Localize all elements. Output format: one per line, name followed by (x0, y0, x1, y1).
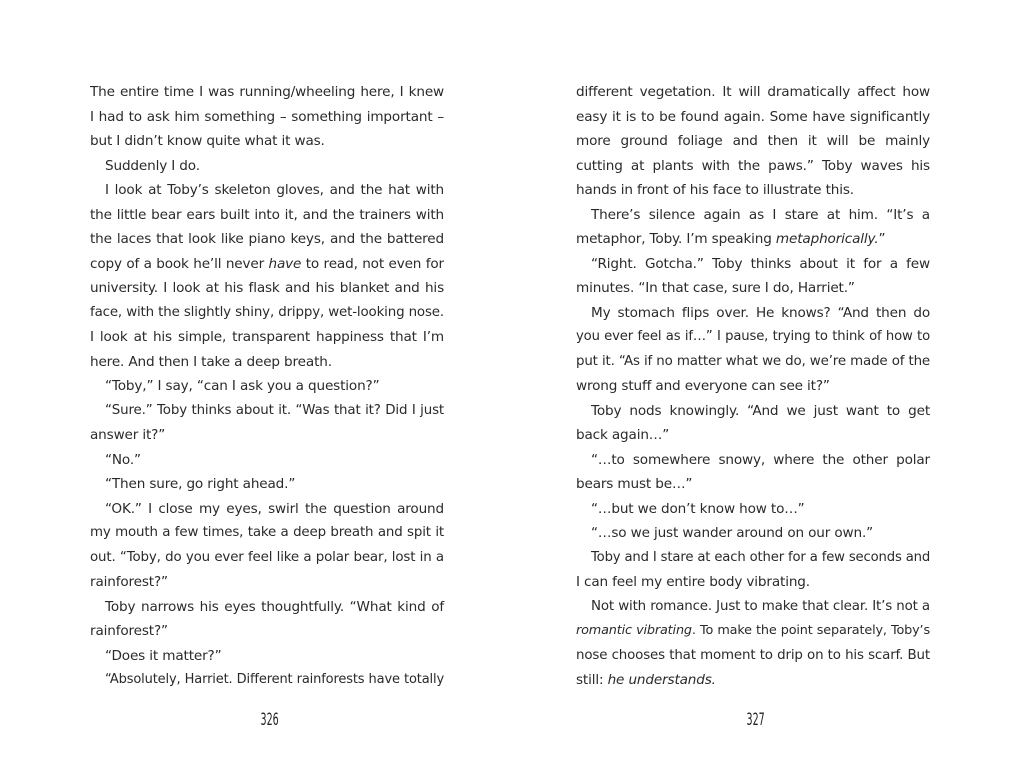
page-number-left: 326 (260, 710, 279, 730)
text-line: rainforest?” (90, 623, 168, 639)
text-line: “Sure.” Toby thinks about it. “Was that it? Did I just (105, 402, 444, 418)
text-run: to read, not even for (301, 255, 444, 272)
text-run: ” (878, 231, 886, 247)
text-line: Toby narrows his eyes thoughtfully. “What kind of (105, 598, 444, 615)
text-run: metaphor, Toby. I’m speaking (576, 231, 776, 247)
text-line: “Does it matter?” (105, 647, 222, 664)
text-line (576, 619, 930, 644)
text-line: Toby and I stare at each other for a few seconds and (591, 549, 931, 565)
text-line: put it. “As if no matter what we do, we’re made of the (576, 353, 930, 369)
text-line: hands in front of his face to illustrate this. (576, 182, 854, 198)
text-line: Toby nods knowingly. “And we just want to get (591, 402, 930, 419)
text-line: more ground foliage and then it will be mainly (576, 133, 930, 149)
text-line: my mouth a few times, take a deep breath and spit it (90, 525, 444, 540)
text-line: “Toby,” I say, “can I ask you a question?” (105, 378, 380, 394)
text-line: The entire time I was running/wheeling here, I knew (90, 84, 444, 100)
text-line: “Then sure, go right ahead.” (105, 476, 296, 492)
text-line: wrong stuff and everyone can see it?” (576, 378, 830, 394)
text-line: cutting at plants with the paws.” Toby waves his (576, 157, 930, 174)
text-line: back again…” (576, 427, 670, 443)
text-run: . To make the point separately, Toby’s (691, 623, 930, 638)
text-line: rainforest?” (90, 574, 168, 590)
text-line: “Absolutely, Harriet. Different rainforests have totally (105, 672, 444, 687)
text-line: minutes. “In that case, sure I do, Harriet.” (576, 280, 855, 296)
text-line: university. I look at his flask and his blanket and his (90, 280, 444, 296)
italic-emphasis: he understands. (607, 672, 716, 688)
left-page-text (90, 80, 444, 693)
text-line: easy it is to be found again. Some have significantly (576, 108, 930, 125)
text-line: different vegetation. It will dramatically affect how (576, 84, 930, 100)
text-line: Not with romance. Just to make that clear. It’s not a (591, 598, 930, 614)
text-line: “…to somewhere snowy, where the other polar (591, 451, 930, 468)
text-line: Suddenly I do. (105, 157, 200, 174)
text-line: out. “Toby, do you ever feel like a polar bear, lost in a (90, 549, 444, 565)
italic-emphasis: metaphorically. (775, 231, 879, 247)
text-line: answer it?” (90, 427, 166, 443)
text-line: face, with the slightly shiny, drippy, wet-looking nose. (90, 304, 444, 320)
text-line: nose chooses that moment to drip on to his scarf. But (576, 647, 930, 663)
text-line (576, 227, 930, 252)
text-line: “OK.” I close my eyes, swirl the question around (105, 500, 444, 517)
text-run: still: (576, 672, 608, 688)
text-run: copy of a book he’ll never (90, 255, 269, 272)
text-line (576, 668, 930, 693)
text-line: I had to ask him something – something important – (90, 108, 444, 125)
right-page-text (576, 80, 930, 693)
text-line: you ever feel as if…” I pause, trying to think of how to (576, 329, 930, 344)
text-line (90, 252, 444, 277)
text-line: here. And then I take a deep breath. (90, 353, 332, 370)
text-line: I can feel my entire body vibrating. (576, 574, 810, 590)
text-line: There’s silence again as I stare at him. “It’s a (591, 206, 930, 223)
text-line: My stomach flips over. He knows? “And then do (591, 304, 930, 321)
text-line: “Right. Gotcha.” Toby thinks about it for a few (591, 255, 930, 272)
text-line: I look at his simple, transparent happiness that I’m (90, 329, 444, 345)
text-line: but I didn’t know quite what it was. (90, 133, 325, 149)
page-number-right: 327 (746, 710, 765, 730)
text-line: the laces that look like piano keys, and the battered (90, 231, 444, 247)
text-line: the little bear ears built into it, and the trainers with (90, 206, 444, 223)
text-line: “…but we don’t know how to…” (591, 500, 805, 517)
text-line: bears must be…” (576, 476, 693, 492)
italic-emphasis: have (268, 255, 302, 272)
italic-emphasis: romantic vibrating (576, 623, 692, 638)
text-line: “…so we just wander around on our own.” (591, 525, 874, 541)
text-line: “No.” (105, 451, 141, 468)
text-line: I look at Toby’s skeleton gloves, and the hat with (105, 182, 444, 198)
